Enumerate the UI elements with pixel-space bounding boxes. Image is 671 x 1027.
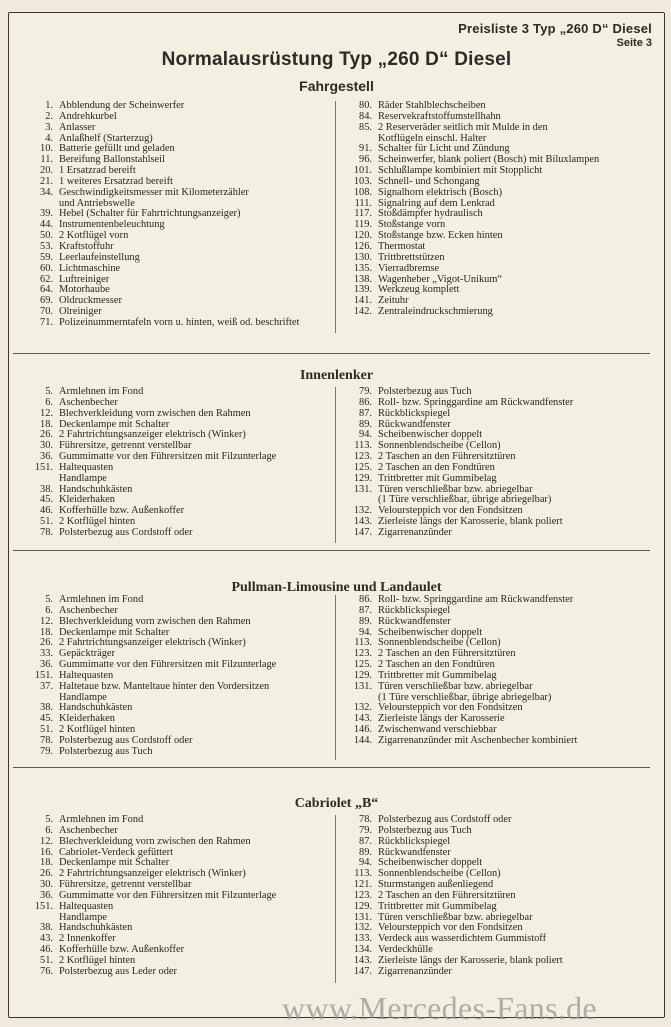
item-text: Gummimatte vor den Führersitzen mit Filzunterlage [59,659,277,671]
item-number: 89. [359,846,372,858]
item-text: Signalring auf dem Lenkrad [378,197,495,209]
item-text: Anlasser [59,121,96,133]
item-text: Handlampe [59,911,107,923]
item-number: 11. [40,154,53,166]
item-number: 12. [40,835,53,847]
item-number: 5. [45,814,53,825]
item-number: 129. [353,669,372,681]
item-number: 69. [40,295,53,307]
item-number: 126. [353,240,372,252]
item-text: Kleiderhaken [59,494,115,506]
item-text: Handlampe [59,472,107,484]
item-text: Handschuhkästen [59,922,133,934]
item-number: 151. [34,461,53,473]
item-text: Schlußlampe kombiniert mit Stopplicht [378,165,543,177]
page-header [458,21,652,49]
page-number: Seite 3 [616,37,652,49]
list-item [27,264,337,275]
item-number: 78. [40,526,53,538]
item-number: 113. [354,440,372,452]
item-number: 79. [40,745,53,757]
list-item [27,682,337,693]
item-number: 36. [40,451,53,463]
item-text: Räder Stahlblechscheiben [378,100,486,111]
item-text: Geschwindigkeitsmesser mit Kilometerzähler [59,186,249,198]
item-number: 87. [359,604,372,616]
section-title-fahrgestell: Fahrgestell [299,78,374,94]
item-text: Velourstеppich vor den Fondsitzen [378,505,523,517]
item-number: 6. [45,604,53,616]
item-number: 80. [359,100,372,111]
item-text: Motorhaube [59,284,110,296]
item-text: Stoßstange bzw. Ecken hinten [378,230,503,242]
item-text: Wagenheber „Vigot-Unikum“ [378,273,503,285]
item-text: Instrumentenbeleuchtung [59,219,165,231]
item-number: 18. [40,626,53,638]
item-text: (1 Türe verschließbar, übrige abriegelbar) [378,494,552,506]
item-number: 51. [40,724,53,736]
item-text: Schnell- und Schongang [378,175,480,187]
item-text: Armlehnen im Fond [59,594,144,605]
list-item [27,837,337,848]
item-text: 2 Taschen an den Führersitztüren [378,889,516,901]
item-text: Polsterbezug aus Cordstoff oder [59,526,193,538]
item-text: Zigarrenanzünder mit Aschenbecher kombiniert [378,734,578,746]
item-number: 144. [353,734,372,746]
list-item [336,837,656,848]
item-number: 141. [353,295,372,307]
item-text: 2 Kotflügel vorn [59,230,129,242]
item-text: Armlehnen im Fond [59,386,144,397]
item-text: Aschenbecher [59,396,118,408]
item-text: Gepäckträger [59,648,115,660]
item-number: 133. [353,933,372,945]
item-number: 120. [353,230,372,242]
item-number: 121. [353,879,372,891]
list-item [336,736,656,747]
item-text: Andrehkurbel [59,110,117,122]
item-text: Polizeinummerntafeln vorn u. hinten, weiß od. beschriftet [59,316,300,328]
item-text: Aschenbecher [59,604,118,616]
item-number: 125. [353,461,372,473]
item-text: Polsterbezug aus Leder oder [59,965,178,977]
item-text: 2 Taschen an den Führersitztüren [378,451,516,463]
item-text: Deckenlampe mit Schalter [59,626,170,638]
item-text: Leerlaufeinstellung [59,251,140,263]
item-number: 89. [359,418,372,430]
right-column [335,815,656,983]
item-number: 46. [40,944,53,956]
item-text: Haltequasten [59,900,114,912]
item-text: Haltequasten [59,669,114,681]
item-number: 53. [40,240,53,252]
item-text: Zwischenwand verschiebbar [378,724,497,736]
list-item [336,617,656,628]
list-item [27,902,337,913]
item-number: 62. [40,273,53,285]
left-column [27,101,337,329]
item-number: 18. [40,418,53,430]
item-number: 79. [359,824,372,836]
item-number: 51. [40,516,53,528]
item-text: 2 Taschen an den Fondtüren [378,659,495,671]
item-text: Abblendung der Scheinwerfer [59,100,185,111]
item-number: 34. [40,186,53,198]
item-number: 38. [40,483,53,495]
section-title-pullman-limousine: Pullman-Limousine und Landaulet [231,580,442,595]
item-number: 135. [353,262,372,274]
item-text: Scheinwerfer, blank poliert (Bosch) mit Biluxlampen [378,154,600,166]
item-text: Deckenlampe mit Schalter [59,857,170,869]
item-text: Handschuhkästen [59,483,133,495]
item-text: Aschenbecher [59,824,118,836]
item-number: 89. [359,615,372,627]
item-number: 143. [353,954,372,966]
item-text: Scheibenwischer doppelt [378,857,483,869]
item-number: 131. [353,680,372,692]
right-column [335,387,656,543]
list-item [27,409,337,420]
item-text: Scheibenwischer doppelt [378,429,483,441]
item-text: Stoßdämpfer hydraulisch [378,208,483,220]
item-number: 1. [45,100,53,111]
item-number: 131. [353,911,372,923]
item-number: 147. [353,965,372,977]
item-text: Polsterbezug aus Cordstoff oder [378,814,512,825]
item-text: 2 Fahrtrichtungsanzeiger elektrisch (Winker) [59,868,246,880]
item-text: 2 Fahrtrichtungsanzeiger elektrisch (Winker) [59,637,246,649]
item-text: Velourstеppich vor den Fondsitzen [378,922,523,934]
item-number: 151. [34,669,53,681]
item-number: 64. [40,284,53,296]
item-text: 2 Fahrtrichtungsanzeiger elektrisch (Winker) [59,429,246,441]
item-number: 132. [353,505,372,517]
item-number: 138. [353,273,372,285]
item-number: 132. [353,922,372,934]
item-text: 2 Kotflügel hinten [59,724,136,736]
item-number: 36. [40,889,53,901]
item-number: 59. [40,251,53,263]
section-title-cabriolet-b: Cabriolet „B“ [294,796,379,811]
item-number: 125. [353,659,372,671]
item-number: 146. [353,724,372,736]
list-item [336,409,656,420]
watermark: www.Mercedes-Fans.de [282,990,597,1026]
section-title-innenlenker: Innenlenker [299,368,374,383]
item-number: 123. [353,648,372,660]
item-text: Hebel (Schalter für Fahrtrichtungsanzeiger) [59,208,241,220]
item-text: Trittbretter mit Gummibelag [378,900,497,912]
page-title: Normalausrüstung Typ „260 D“ Diesel [161,49,512,70]
item-number: 86. [359,396,372,408]
item-number: 113. [354,637,372,649]
item-number: 10. [40,143,53,155]
list-item [336,902,656,913]
item-text: Roll- bzw. Springgardine am Rückwandfenster [378,396,574,408]
item-text: Bereifung Ballonstahlseil [59,154,165,166]
item-number: 43. [40,933,53,945]
item-text: Kraftstoffuhr [59,240,114,252]
item-text: Sturmstangen außenliegend [378,879,494,891]
item-text: Gummimatte vor den Führersitzen mit Filzunterlage [59,889,277,901]
item-number: 3. [45,121,53,133]
item-text: Cabriolet-Verdeck gefüttert [59,846,173,858]
item-text: 2 Kotflügel hinten [59,516,136,528]
item-text: Polsterbezug aus Tuch [59,745,153,757]
item-text: Werkzeug komplett [378,284,460,296]
item-text: Polsterbezug aus Cordstoff oder [59,734,193,746]
item-number: 18. [40,857,53,869]
item-text: Zierleiste längs der Karosserie [378,713,505,725]
item-text: Zentraleindruckschmierung [378,306,493,318]
item-text: Sonnenblendscheibe (Cellon) [378,637,501,649]
item-text: Sonnenblendscheibe (Cellon) [378,440,501,452]
item-number: 38. [40,922,53,934]
item-text: (1 Türe verschließbar, übrige abriegelbar) [378,691,552,703]
item-number: 117. [354,208,372,220]
list-item-continuation [27,474,337,485]
list-item [27,617,337,628]
item-number: 76. [40,965,53,977]
item-text: Trittbrettstützen [378,251,445,263]
list-item [336,123,656,134]
item-number: 21. [40,175,53,187]
item-text: Zigarrenanzünder [378,526,452,538]
list-item [27,528,337,539]
item-number: 6. [45,396,53,408]
item-text: Olreiniger [59,306,102,318]
item-text: Türen verschließbar bzw. abriegelbar [378,483,533,495]
item-text: Roll- bzw. Springgardine am Rückwandfenster [378,594,574,605]
item-number: 103. [353,175,372,187]
item-number [27,474,59,485]
item-text: Rückblickspiegel [378,604,451,616]
item-text: Vierradbremse [378,262,440,274]
list-item [336,474,656,485]
item-number: 85. [359,121,372,133]
right-column [335,595,656,760]
item-text: Zierleiste längs der Karosserie, blank poliert [378,516,563,528]
item-number: 30. [40,879,53,891]
section-divider [13,767,650,768]
item-number: 143. [353,713,372,725]
item-number: 70. [40,306,53,318]
item-number: 12. [40,407,53,419]
item-text: Oldruckmesser [59,295,122,307]
item-text: Luftreiniger [59,273,110,285]
list-item [336,682,656,693]
item-text: und Antriebswelle [59,197,135,209]
item-number: 130. [353,251,372,263]
item-text: Rückwandfenster [378,615,451,627]
item-text: Deckenlampe mit Schalter [59,418,170,430]
item-number: 50. [40,230,53,242]
item-text: Türen verschließbar bzw. abriegelbar [378,911,533,923]
item-number: 119. [354,219,372,231]
item-number: 60. [40,262,53,274]
item-number: 26. [40,868,53,880]
left-column [27,387,337,539]
item-text: Blechverkleidung vorn zwischen den Rahmen [59,407,251,419]
item-number: 108. [353,186,372,198]
item-number: 131. [353,483,372,495]
item-text: Scheibenwischer doppelt [378,626,483,638]
item-text: 2 Reserveräder seitlich mit Mulde in den [378,121,548,133]
item-number: 79. [359,386,372,397]
item-number: 38. [40,702,53,714]
item-number: 86. [359,594,372,605]
item-number: 33. [40,648,53,660]
left-column [27,595,337,758]
item-number: 111. [354,197,372,209]
item-text: Zeituhr [378,295,409,307]
item-text: Verdeck aus wasserdichtem Gummistoff [378,933,547,945]
item-number: 51. [40,954,53,966]
item-text: Rückblickspiegel [378,835,451,847]
item-number: 26. [40,637,53,649]
item-text: Armlehnen im Fond [59,814,144,825]
item-text: Lichtmaschine [59,262,121,274]
item-number: 129. [353,900,372,912]
item-number: 123. [353,451,372,463]
item-text: 1 weiteres Ersatzrad bereift [59,175,173,187]
item-text: Führersitze, getrennt verstellbar [59,440,192,452]
item-number: 12. [40,615,53,627]
item-number: 134. [353,944,372,956]
item-text: 1 Ersatzrad bereift [59,165,136,177]
item-number: 94. [359,857,372,869]
item-number: 142. [353,306,372,318]
list-item [27,188,337,199]
item-number: 44. [40,219,53,231]
item-text: Polsterbezug aus Tuch [378,824,472,836]
item-text: Velourstеppich vor den Fondsitzen [378,702,523,714]
item-number: 91. [359,143,372,155]
item-number: 143. [353,516,372,528]
item-number: 36. [40,659,53,671]
item-number: 132. [353,702,372,714]
item-text: Polsterbezug aus Tuch [378,386,472,397]
item-text: Stoßstange vorn [378,219,446,231]
item-number: 71. [40,316,53,328]
item-text: Verdeckhülle [378,944,433,956]
item-number: 20. [40,165,53,177]
item-number: 129. [353,472,372,484]
item-text: Schalter für Licht und Zündung [378,143,510,155]
item-text: Zigarrenanzünder [378,965,452,977]
section-divider [13,550,650,551]
item-number: 45. [40,494,53,506]
item-number: 78. [40,734,53,746]
item-text: Rückblickspiegel [378,407,451,419]
list-item [336,528,656,539]
list-item [336,967,656,978]
item-text: Batterie gefüllt und geladen [59,143,175,155]
item-number: 26. [40,429,53,441]
item-text: Signalhorn elektrisch (Bosch) [378,186,503,198]
item-text: Trittbretter mit Gummibelag [378,472,497,484]
item-number: 4. [45,132,53,144]
list-item [27,967,337,978]
item-number: 87. [359,835,372,847]
item-number: 46. [40,505,53,517]
item-number: 45. [40,713,53,725]
item-number: 16. [40,846,53,858]
item-number: 123. [353,889,372,901]
item-number: 151. [34,900,53,912]
item-number: 139. [353,284,372,296]
item-text: Rückwandfenster [378,418,451,430]
item-text: Thermostat [378,240,426,252]
item-number: 5. [45,594,53,605]
item-text: Anlaßhelf (Starterzug) [59,132,153,144]
price-list-page [8,12,665,1018]
item-text: Haltetaue bzw. Manteltaue hinter den Vordersitzen [59,680,270,692]
item-text: Türen verschließbar bzw. abriegelbar [378,680,533,692]
item-text: Kofferhülle bzw. Außenkoffer [59,944,185,956]
list-item [27,123,337,134]
item-text: Zierleiste längs der Karosserie, blank poliert [378,954,563,966]
item-text: 2 Kotflügel hinten [59,954,136,966]
list-item [27,747,337,758]
item-text: Gummimatte vor den Führersitzen mit Filzunterlage [59,451,277,463]
item-number: 6. [45,824,53,836]
item-text: Trittbretter mit Gummibelag [378,669,497,681]
item-number: 37. [40,680,53,692]
list-item [336,307,656,318]
item-number: 2. [45,110,53,122]
right-column [335,101,656,333]
item-number: 30. [40,440,53,452]
price-list-label: Preisliste 3 Typ „260 D“ Diesel [458,21,652,36]
item-number: 84. [359,110,372,122]
item-number: 78. [359,814,372,825]
item-text: Kofferhülle bzw. Außenkoffer [59,505,185,517]
list-item [336,188,656,199]
item-text: 2 Taschen an den Fondtüren [378,461,495,473]
item-text: Handschuhkästen [59,702,133,714]
item-text: Rückwandfenster [378,846,451,858]
item-number: 96. [359,154,372,166]
item-text: 2 Taschen an den Führersitztüren [378,648,516,660]
list-item [27,318,337,329]
item-number: 101. [353,165,372,177]
item-number: 5. [45,386,53,397]
item-number: 94. [359,626,372,638]
item-number: 147. [353,526,372,538]
item-number: 113. [354,868,372,880]
item-text: Blechverkleidung vorn zwischen den Rahmen [59,615,251,627]
item-text: Blechverkleidung vorn zwischen den Rahmen [59,835,251,847]
item-text: Handlampe [59,691,107,703]
item-text: Kleiderhaken [59,713,115,725]
item-text: Führersitze, getrennt verstellbar [59,879,192,891]
section-divider [13,353,650,354]
item-number: 87. [359,407,372,419]
item-text: Kotflügeln einschl. Halter [378,132,487,144]
item-text: Reservekraftstoffumstellhahn [378,110,501,122]
left-column [27,815,337,978]
item-text: 2 Innenkoffer [59,933,116,945]
item-number: 39. [40,208,53,220]
item-number: 94. [359,429,372,441]
list-item [336,264,656,275]
item-text: Sonnenblendscheibe (Cellon) [378,868,501,880]
item-text: Haltequasten [59,461,114,473]
